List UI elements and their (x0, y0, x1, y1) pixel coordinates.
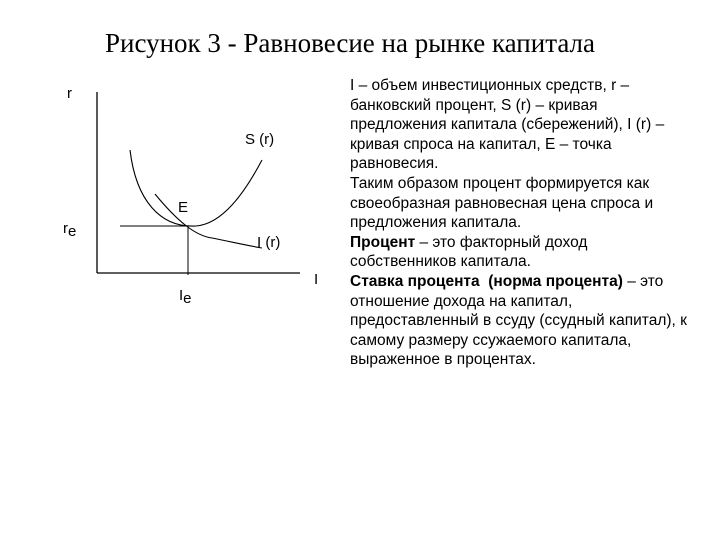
paragraph-rate-definition (350, 272, 690, 370)
equilibrium-investment-label: Ie (179, 287, 192, 307)
term-interest-rate: Ставка процента (350, 272, 480, 290)
supply-curve-label: S (r) (245, 131, 275, 148)
paragraph-equilibrium-price: Таким образом процент формируется как своеобразная равновесная цена спроса и предложения капитала. (350, 174, 654, 232)
x-axis-label: I (314, 271, 319, 288)
interest-definition-text: – это факторный доход собственников капитала. (350, 233, 588, 271)
capital-market-diagram (0, 0, 345, 340)
rate-definition-text: – это отношение дохода на капитал, предоставленный в ссуду (ссудный капитал), к самому размеру ссужаемого капитала, выраженное в процентах. (350, 272, 687, 369)
demand-curve-label: I (r) (257, 234, 281, 251)
explanation-text (350, 76, 690, 370)
term-interest-norm: (норма процента) (488, 272, 623, 290)
figure-title: Рисунок 3 - Равновесие на рынке капитала (105, 28, 596, 58)
paragraph-legend: I – объем инвестиционных средств, r – банковский процент, S (r) – кривая предложения капитала (сбережений), I (r) – кривая спроса на капитал, E – точка равновесия. (350, 77, 665, 173)
paragraph-interest-definition (350, 233, 690, 272)
equilibrium-label: E (178, 199, 189, 216)
equilibrium-rate-label: re (63, 220, 77, 240)
term-interest: Процент (350, 233, 416, 251)
supply-curve (130, 150, 262, 226)
demand-curve (155, 194, 262, 248)
y-axis-label: r (67, 85, 72, 102)
